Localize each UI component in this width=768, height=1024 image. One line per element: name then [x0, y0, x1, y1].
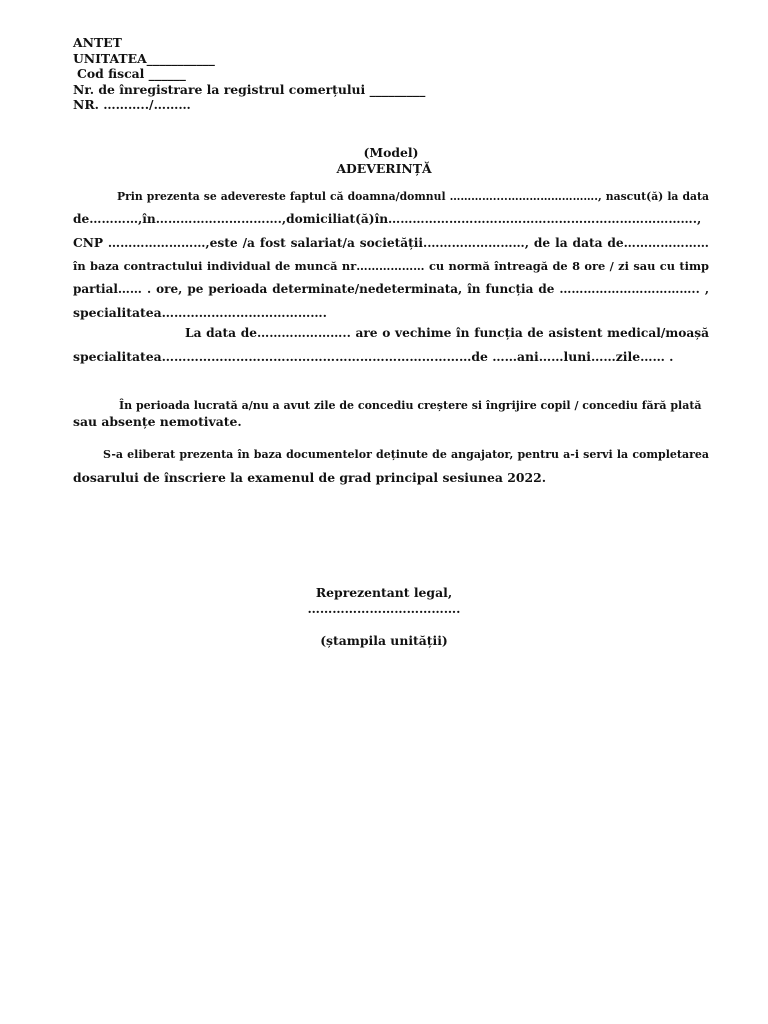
paragraph1-line2: de…………,în………………………….,domiciliat(ă)în…………………………………………………………………., — [73, 212, 702, 227]
header-nr: NR. ………../……… — [73, 97, 191, 112]
header-cod-fiscal: Cod fiscal ______ — [77, 66, 186, 81]
paragraph-employment-details — [73, 185, 709, 325]
paragraph4-line2: dosarului de înscriere la examenul de grad principal sesiunea 2022. — [73, 470, 547, 486]
paragraph-issued — [73, 443, 709, 490]
paragraph3-line1: În perioada lucrată a/nu a avut zile de concediu creștere si îngrijire copil / concediu fără plată — [119, 399, 702, 412]
signature-block — [0, 585, 768, 649]
paragraph3-line2: sau absențe nemotivate. — [73, 413, 242, 429]
signature-line: ………………………………. — [307, 601, 461, 616]
stamp-label: (ștampila unității) — [320, 633, 448, 648]
header-nr-registru: Nr. de înregistrare la registrul comerțului _________ — [73, 81, 426, 97]
paragraph2-line2: specialitatea…………………………………………………………………de ……ani……luni……zile…… . — [73, 349, 674, 365]
paragraph1-line3: CNP ……………………,este /a fost salariat/a societății.……………………, de la data de………………… — [73, 235, 709, 250]
paragraph2-line1: La data de………………….. are o vechime în funcția de asistent medical/moașă — [185, 326, 709, 340]
title-model: (Model) — [363, 145, 419, 160]
title-adeverinta: ADEVERINȚĂ — [336, 161, 432, 176]
document-header — [73, 35, 425, 113]
document-title — [0, 145, 768, 177]
paragraph1-line4: în baza contractului individual de muncă nr……………… cu normă întreagă de 8 ore / zi sau cu timp — [73, 258, 709, 273]
paragraph4-line1: S-a eliberat prezenta în baza documentelor deținute de angajator, pentru a-i servi la completarea — [103, 448, 709, 461]
header-unitatea: UNITATEA___________ — [73, 50, 215, 66]
header-antet: ANTET — [73, 35, 122, 50]
paragraph-leave — [73, 398, 709, 429]
paragraph1-line6: specialitatea…………………………………. — [73, 305, 327, 321]
paragraph1-line5: partial…… . ore, pe perioada determinate/nedeterminata, în funcția de …………………………….. , — [73, 282, 709, 297]
signature-label: Reprezentant legal, — [315, 585, 453, 600]
paragraph1-line1: Prin prezenta se adevereste faptul că doamna/domnul …………....……………………., nascut(ă) la data — [117, 190, 709, 203]
paragraph-seniority — [73, 322, 709, 369]
